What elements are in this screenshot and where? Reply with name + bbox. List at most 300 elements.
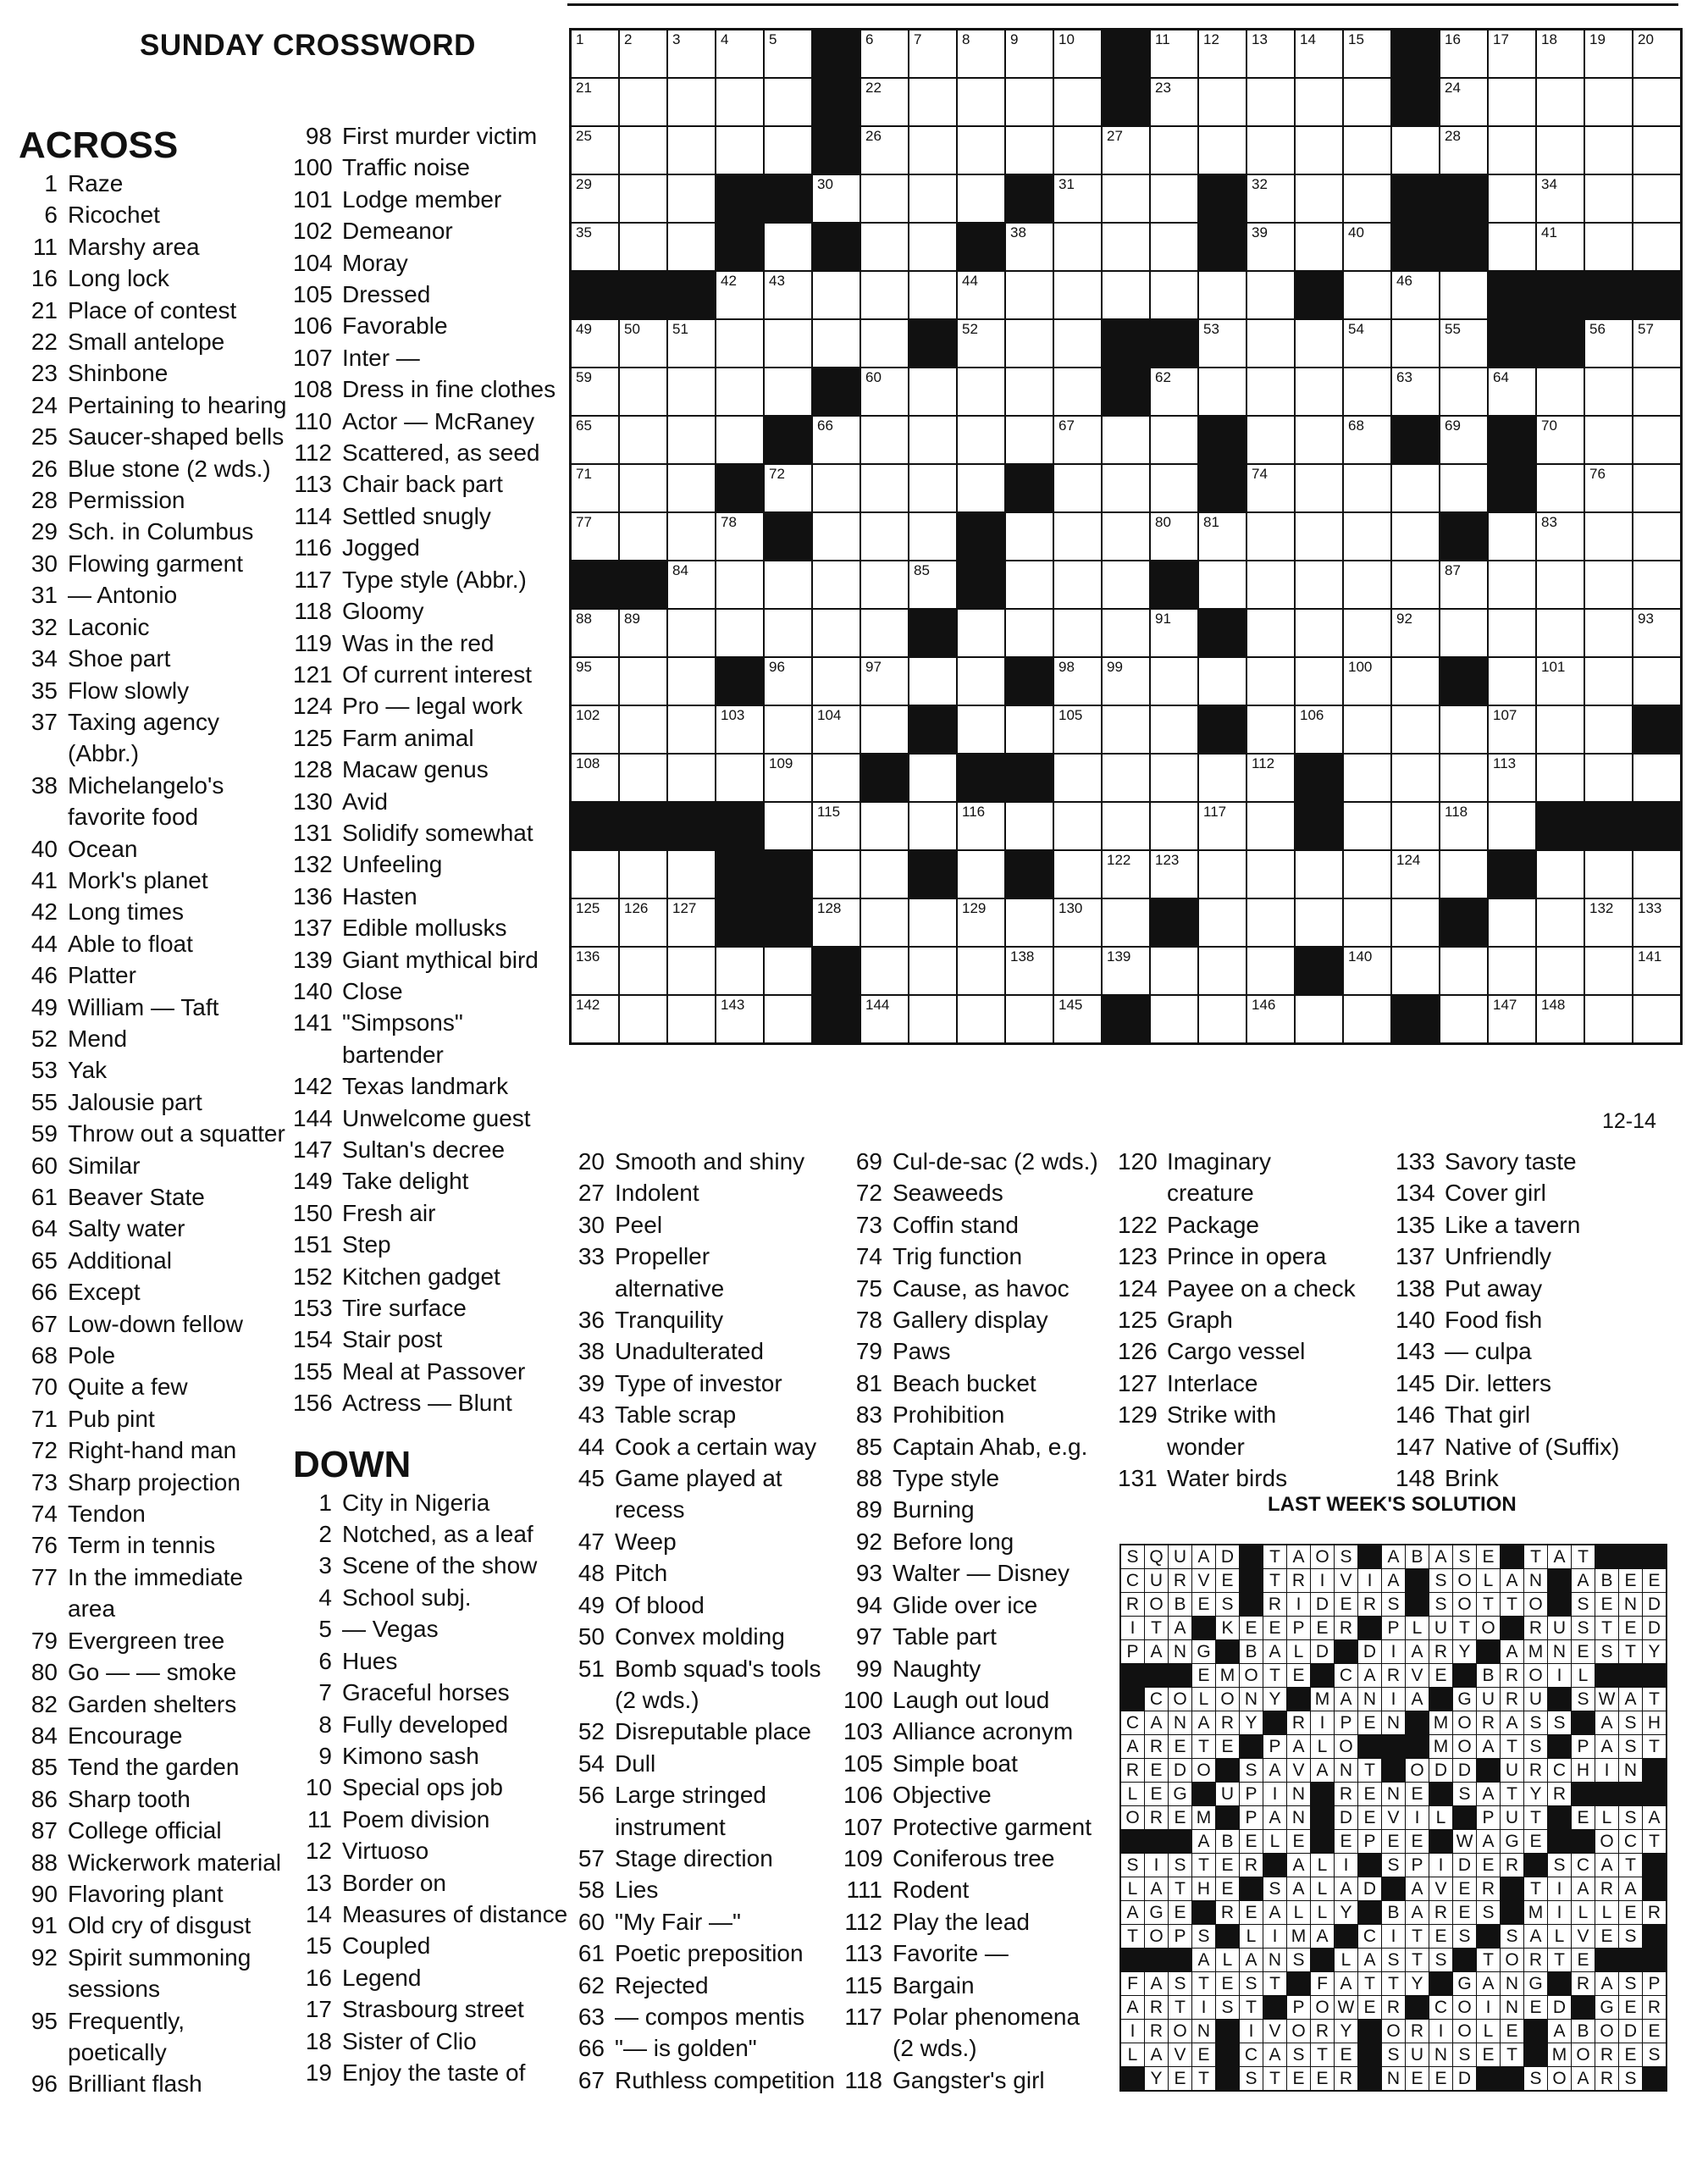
grid-cell[interactable] <box>620 851 666 898</box>
grid-cell[interactable] <box>668 417 715 463</box>
grid-cell[interactable] <box>813 851 860 898</box>
grid-cell[interactable] <box>1296 996 1342 1042</box>
grid-cell[interactable] <box>909 948 956 994</box>
grid-cell[interactable] <box>572 224 618 270</box>
grid-cell[interactable] <box>958 417 1004 463</box>
grid-cell[interactable] <box>813 513 860 560</box>
grid-cell[interactable] <box>1247 30 1294 77</box>
grid-cell[interactable] <box>1151 658 1197 705</box>
grid-cell[interactable] <box>909 513 956 560</box>
grid-cell[interactable] <box>1489 127 1535 174</box>
grid-cell[interactable] <box>1585 127 1632 174</box>
grid-cell[interactable] <box>1247 272 1294 318</box>
grid-cell[interactable] <box>716 30 763 77</box>
grid-cell[interactable] <box>909 803 956 849</box>
grid-cell[interactable] <box>1054 899 1101 946</box>
grid-cell[interactable] <box>813 610 860 656</box>
grid-cell[interactable] <box>572 79 618 125</box>
grid-cell[interactable] <box>909 79 956 125</box>
grid-cell[interactable] <box>1054 79 1101 125</box>
grid-cell[interactable] <box>1585 465 1632 511</box>
grid-cell[interactable] <box>1296 706 1342 753</box>
grid-cell[interactable] <box>572 658 618 705</box>
grid-cell[interactable] <box>1151 417 1197 463</box>
grid-cell[interactable] <box>1103 127 1149 174</box>
grid-cell[interactable] <box>1344 803 1390 849</box>
grid-cell[interactable] <box>958 610 1004 656</box>
grid-cell[interactable] <box>1054 658 1101 705</box>
grid-cell[interactable] <box>1633 30 1680 77</box>
grid-cell[interactable] <box>1585 610 1632 656</box>
grid-cell[interactable] <box>1489 224 1535 270</box>
grid-cell[interactable] <box>1199 320 1246 367</box>
grid-cell[interactable] <box>668 79 715 125</box>
grid-cell[interactable] <box>765 465 811 511</box>
grid-cell[interactable] <box>1247 610 1294 656</box>
grid-cell[interactable] <box>620 368 666 415</box>
grid-cell[interactable] <box>765 996 811 1042</box>
grid-cell[interactable] <box>1151 851 1197 898</box>
grid-cell[interactable] <box>861 417 908 463</box>
grid-cell[interactable] <box>1151 175 1197 222</box>
grid-cell[interactable] <box>716 513 763 560</box>
grid-cell[interactable] <box>1585 899 1632 946</box>
grid-cell[interactable] <box>1585 175 1632 222</box>
grid-cell[interactable] <box>861 996 908 1042</box>
grid-cell[interactable] <box>1054 948 1101 994</box>
grid-cell[interactable] <box>1103 851 1149 898</box>
grid-cell[interactable] <box>716 706 763 753</box>
grid-cell[interactable] <box>1054 755 1101 801</box>
grid-cell[interactable] <box>1296 320 1342 367</box>
grid-cell[interactable] <box>716 561 763 608</box>
grid-cell[interactable] <box>1585 948 1632 994</box>
grid-cell[interactable] <box>620 658 666 705</box>
grid-cell[interactable] <box>1006 224 1053 270</box>
grid-cell[interactable] <box>1296 368 1342 415</box>
grid-cell[interactable] <box>1392 368 1439 415</box>
grid-cell[interactable] <box>1006 30 1053 77</box>
grid-cell[interactable] <box>1392 948 1439 994</box>
grid-cell[interactable] <box>1247 175 1294 222</box>
grid-cell[interactable] <box>620 996 666 1042</box>
grid-cell[interactable] <box>1006 948 1053 994</box>
grid-cell[interactable] <box>765 224 811 270</box>
grid-cell[interactable] <box>668 127 715 174</box>
grid-cell[interactable] <box>1054 465 1101 511</box>
grid-cell[interactable] <box>1440 79 1487 125</box>
grid-cell[interactable] <box>909 368 956 415</box>
grid-cell[interactable] <box>909 899 956 946</box>
grid-cell[interactable] <box>765 948 811 994</box>
grid-cell[interactable] <box>1247 996 1294 1042</box>
grid-cell[interactable] <box>1537 417 1584 463</box>
grid-cell[interactable] <box>861 513 908 560</box>
grid-cell[interactable] <box>1633 175 1680 222</box>
grid-cell[interactable] <box>572 465 618 511</box>
grid-cell[interactable] <box>1296 610 1342 656</box>
grid-cell[interactable] <box>1633 127 1680 174</box>
grid-cell[interactable] <box>861 79 908 125</box>
grid-cell[interactable] <box>1296 513 1342 560</box>
grid-cell[interactable] <box>1537 513 1584 560</box>
grid-cell[interactable] <box>1633 755 1680 801</box>
grid-cell[interactable] <box>861 899 908 946</box>
grid-cell[interactable] <box>1489 175 1535 222</box>
grid-cell[interactable] <box>958 30 1004 77</box>
grid-cell[interactable] <box>1006 561 1053 608</box>
grid-cell[interactable] <box>813 320 860 367</box>
grid-cell[interactable] <box>909 417 956 463</box>
grid-cell[interactable] <box>813 755 860 801</box>
grid-cell[interactable] <box>668 513 715 560</box>
grid-cell[interactable] <box>1151 272 1197 318</box>
grid-cell[interactable] <box>1537 175 1584 222</box>
grid-cell[interactable] <box>765 272 811 318</box>
grid-cell[interactable] <box>620 948 666 994</box>
grid-cell[interactable] <box>1633 79 1680 125</box>
grid-cell[interactable] <box>1440 610 1487 656</box>
grid-cell[interactable] <box>668 610 715 656</box>
grid-cell[interactable] <box>1489 513 1535 560</box>
grid-cell[interactable] <box>1151 706 1197 753</box>
grid-cell[interactable] <box>1247 706 1294 753</box>
grid-cell[interactable] <box>1633 224 1680 270</box>
grid-cell[interactable] <box>1344 561 1390 608</box>
grid-cell[interactable] <box>861 224 908 270</box>
grid-cell[interactable] <box>1151 513 1197 560</box>
grid-cell[interactable] <box>572 513 618 560</box>
grid-cell[interactable] <box>1006 320 1053 367</box>
grid-cell[interactable] <box>1006 417 1053 463</box>
grid-cell[interactable] <box>668 755 715 801</box>
grid-cell[interactable] <box>1585 30 1632 77</box>
grid-cell[interactable] <box>1489 79 1535 125</box>
grid-cell[interactable] <box>1392 320 1439 367</box>
grid-cell[interactable] <box>1296 224 1342 270</box>
grid-cell[interactable] <box>765 658 811 705</box>
grid-cell[interactable] <box>1054 417 1101 463</box>
grid-cell[interactable] <box>1296 175 1342 222</box>
grid-cell[interactable] <box>668 851 715 898</box>
grid-cell[interactable] <box>1344 30 1390 77</box>
grid-cell[interactable] <box>1392 465 1439 511</box>
grid-cell[interactable] <box>1054 561 1101 608</box>
grid-cell[interactable] <box>572 610 618 656</box>
grid-cell[interactable] <box>765 368 811 415</box>
grid-cell[interactable] <box>1103 272 1149 318</box>
grid-cell[interactable] <box>1585 851 1632 898</box>
grid-cell[interactable] <box>1054 272 1101 318</box>
grid-cell[interactable] <box>668 368 715 415</box>
grid-cell[interactable] <box>861 561 908 608</box>
grid-cell[interactable] <box>1633 899 1680 946</box>
grid-cell[interactable] <box>1489 30 1535 77</box>
grid-cell[interactable] <box>1489 561 1535 608</box>
grid-cell[interactable] <box>1151 368 1197 415</box>
grid-cell[interactable] <box>1392 561 1439 608</box>
grid-cell[interactable] <box>909 658 956 705</box>
grid-cell[interactable] <box>668 706 715 753</box>
grid-cell[interactable] <box>1344 706 1390 753</box>
grid-cell[interactable] <box>1585 996 1632 1042</box>
grid-cell[interactable] <box>716 127 763 174</box>
grid-cell[interactable] <box>716 79 763 125</box>
grid-cell[interactable] <box>1633 610 1680 656</box>
grid-cell[interactable] <box>861 851 908 898</box>
grid-cell[interactable] <box>1151 755 1197 801</box>
grid-cell[interactable] <box>1151 803 1197 849</box>
grid-cell[interactable] <box>1344 851 1390 898</box>
grid-cell[interactable] <box>1440 465 1487 511</box>
grid-cell[interactable] <box>620 175 666 222</box>
grid-cell[interactable] <box>572 996 618 1042</box>
grid-cell[interactable] <box>1537 658 1584 705</box>
grid-cell[interactable] <box>861 272 908 318</box>
grid-cell[interactable] <box>861 320 908 367</box>
grid-cell[interactable] <box>958 272 1004 318</box>
grid-cell[interactable] <box>1296 127 1342 174</box>
grid-cell[interactable] <box>668 320 715 367</box>
grid-cell[interactable] <box>861 175 908 222</box>
grid-cell[interactable] <box>765 706 811 753</box>
grid-cell[interactable] <box>668 948 715 994</box>
grid-cell[interactable] <box>909 272 956 318</box>
grid-cell[interactable] <box>1199 996 1246 1042</box>
grid-cell[interactable] <box>620 513 666 560</box>
grid-cell[interactable] <box>1151 465 1197 511</box>
grid-cell[interactable] <box>1392 127 1439 174</box>
grid-cell[interactable] <box>958 996 1004 1042</box>
grid-cell[interactable] <box>1296 30 1342 77</box>
grid-cell[interactable] <box>1296 79 1342 125</box>
grid-cell[interactable] <box>861 368 908 415</box>
grid-cell[interactable] <box>1585 417 1632 463</box>
grid-cell[interactable] <box>813 803 860 849</box>
grid-cell[interactable] <box>1537 79 1584 125</box>
grid-cell[interactable] <box>1006 79 1053 125</box>
grid-cell[interactable] <box>813 658 860 705</box>
grid-cell[interactable] <box>668 996 715 1042</box>
grid-cell[interactable] <box>572 948 618 994</box>
grid-cell[interactable] <box>813 899 860 946</box>
grid-cell[interactable] <box>716 417 763 463</box>
grid-cell[interactable] <box>620 224 666 270</box>
grid-cell[interactable] <box>1633 465 1680 511</box>
grid-cell[interactable] <box>909 465 956 511</box>
grid-cell[interactable] <box>765 30 811 77</box>
grid-cell[interactable] <box>1054 851 1101 898</box>
grid-cell[interactable] <box>1247 561 1294 608</box>
grid-cell[interactable] <box>1151 30 1197 77</box>
grid-cell[interactable] <box>1633 658 1680 705</box>
grid-cell[interactable] <box>620 706 666 753</box>
grid-cell[interactable] <box>1103 175 1149 222</box>
grid-cell[interactable] <box>1247 803 1294 849</box>
grid-cell[interactable] <box>1344 513 1390 560</box>
grid-cell[interactable] <box>716 948 763 994</box>
grid-cell[interactable] <box>1633 948 1680 994</box>
grid-cell[interactable] <box>1054 320 1101 367</box>
grid-cell[interactable] <box>1585 79 1632 125</box>
grid-cell[interactable] <box>668 224 715 270</box>
grid-cell[interactable] <box>1054 368 1101 415</box>
grid-cell[interactable] <box>668 175 715 222</box>
grid-cell[interactable] <box>1392 610 1439 656</box>
grid-cell[interactable] <box>909 561 956 608</box>
grid-cell[interactable] <box>1344 127 1390 174</box>
grid-cell[interactable] <box>1247 899 1294 946</box>
grid-cell[interactable] <box>1054 803 1101 849</box>
grid-cell[interactable] <box>1247 79 1294 125</box>
grid-cell[interactable] <box>1344 755 1390 801</box>
grid-cell[interactable] <box>1054 706 1101 753</box>
grid-cell[interactable] <box>958 706 1004 753</box>
grid-cell[interactable] <box>1489 658 1535 705</box>
grid-cell[interactable] <box>958 803 1004 849</box>
grid-cell[interactable] <box>1344 368 1390 415</box>
grid-cell[interactable] <box>1392 706 1439 753</box>
grid-cell[interactable] <box>1006 610 1053 656</box>
grid-cell[interactable] <box>1392 658 1439 705</box>
grid-cell[interactable] <box>1392 755 1439 801</box>
grid-cell[interactable] <box>1392 899 1439 946</box>
grid-cell[interactable] <box>909 127 956 174</box>
grid-cell[interactable] <box>1633 417 1680 463</box>
grid-cell[interactable] <box>1247 465 1294 511</box>
grid-cell[interactable] <box>572 755 618 801</box>
grid-cell[interactable] <box>1633 368 1680 415</box>
grid-cell[interactable] <box>861 610 908 656</box>
grid-cell[interactable] <box>1344 996 1390 1042</box>
grid-cell[interactable] <box>765 79 811 125</box>
grid-cell[interactable] <box>861 658 908 705</box>
grid-cell[interactable] <box>813 272 860 318</box>
grid-cell[interactable] <box>813 417 860 463</box>
grid-cell[interactable] <box>1537 755 1584 801</box>
grid-cell[interactable] <box>1392 272 1439 318</box>
grid-cell[interactable] <box>1006 899 1053 946</box>
grid-cell[interactable] <box>1103 658 1149 705</box>
grid-cell[interactable] <box>1344 224 1390 270</box>
grid-cell[interactable] <box>620 899 666 946</box>
grid-cell[interactable] <box>958 948 1004 994</box>
grid-cell[interactable] <box>1054 30 1101 77</box>
grid-cell[interactable] <box>1537 127 1584 174</box>
grid-cell[interactable] <box>1103 706 1149 753</box>
grid-cell[interactable] <box>813 561 860 608</box>
grid-cell[interactable] <box>620 755 666 801</box>
grid-cell[interactable] <box>1344 948 1390 994</box>
grid-cell[interactable] <box>1344 899 1390 946</box>
grid-cell[interactable] <box>1537 561 1584 608</box>
grid-cell[interactable] <box>1103 224 1149 270</box>
grid-cell[interactable] <box>813 465 860 511</box>
grid-cell[interactable] <box>861 465 908 511</box>
grid-cell[interactable] <box>1440 368 1487 415</box>
grid-cell[interactable] <box>1151 996 1197 1042</box>
grid-cell[interactable] <box>1344 658 1390 705</box>
grid-cell[interactable] <box>1392 851 1439 898</box>
grid-cell[interactable] <box>1103 948 1149 994</box>
grid-cell[interactable] <box>1199 899 1246 946</box>
grid-cell[interactable] <box>1199 368 1246 415</box>
grid-cell[interactable] <box>1537 851 1584 898</box>
grid-cell[interactable] <box>1440 755 1487 801</box>
grid-cell[interactable] <box>1537 948 1584 994</box>
grid-cell[interactable] <box>572 417 618 463</box>
grid-cell[interactable] <box>1585 755 1632 801</box>
grid-cell[interactable] <box>1151 610 1197 656</box>
grid-cell[interactable] <box>1151 127 1197 174</box>
grid-cell[interactable] <box>909 175 956 222</box>
grid-cell[interactable] <box>1489 755 1535 801</box>
grid-cell[interactable] <box>1489 899 1535 946</box>
grid-cell[interactable] <box>572 175 618 222</box>
grid-cell[interactable] <box>620 610 666 656</box>
grid-cell[interactable] <box>1247 755 1294 801</box>
grid-cell[interactable] <box>1633 996 1680 1042</box>
grid-cell[interactable] <box>1633 851 1680 898</box>
grid-cell[interactable] <box>1006 706 1053 753</box>
grid-cell[interactable] <box>1199 272 1246 318</box>
grid-cell[interactable] <box>1489 948 1535 994</box>
grid-cell[interactable] <box>1585 368 1632 415</box>
grid-cell[interactable] <box>572 127 618 174</box>
grid-cell[interactable] <box>1247 948 1294 994</box>
grid-cell[interactable] <box>1440 948 1487 994</box>
grid-cell[interactable] <box>958 79 1004 125</box>
grid-cell[interactable] <box>1296 899 1342 946</box>
grid-cell[interactable] <box>1006 272 1053 318</box>
grid-cell[interactable] <box>572 320 618 367</box>
grid-cell[interactable] <box>909 996 956 1042</box>
grid-cell[interactable] <box>1585 706 1632 753</box>
grid-cell[interactable] <box>1054 513 1101 560</box>
grid-cell[interactable] <box>620 127 666 174</box>
grid-cell[interactable] <box>1344 465 1390 511</box>
grid-cell[interactable] <box>1103 755 1149 801</box>
grid-cell[interactable] <box>1296 417 1342 463</box>
grid-cell[interactable] <box>958 368 1004 415</box>
grid-cell[interactable] <box>1489 610 1535 656</box>
grid-cell[interactable] <box>1151 224 1197 270</box>
grid-cell[interactable] <box>1440 561 1487 608</box>
grid-cell[interactable] <box>668 465 715 511</box>
grid-cell[interactable] <box>1344 272 1390 318</box>
grid-cell[interactable] <box>1344 175 1390 222</box>
grid-cell[interactable] <box>765 127 811 174</box>
grid-cell[interactable] <box>1199 948 1246 994</box>
grid-cell[interactable] <box>813 175 860 222</box>
grid-cell[interactable] <box>1103 513 1149 560</box>
grid-cell[interactable] <box>1151 79 1197 125</box>
grid-cell[interactable] <box>958 851 1004 898</box>
grid-cell[interactable] <box>572 30 618 77</box>
grid-cell[interactable] <box>765 561 811 608</box>
grid-cell[interactable] <box>1247 368 1294 415</box>
grid-cell[interactable] <box>1199 513 1246 560</box>
grid-cell[interactable] <box>861 127 908 174</box>
grid-cell[interactable] <box>620 79 666 125</box>
grid-cell[interactable] <box>1199 658 1246 705</box>
grid-cell[interactable] <box>1103 417 1149 463</box>
grid-cell[interactable] <box>1006 803 1053 849</box>
grid-cell[interactable] <box>958 320 1004 367</box>
grid-cell[interactable] <box>1440 851 1487 898</box>
grid-cell[interactable] <box>1103 610 1149 656</box>
grid-cell[interactable] <box>620 320 666 367</box>
